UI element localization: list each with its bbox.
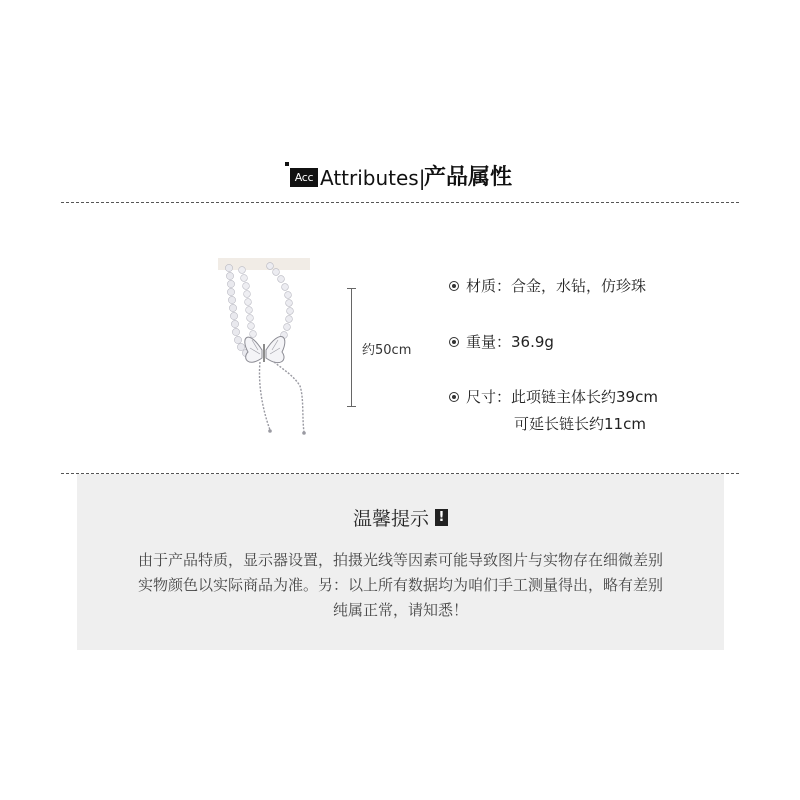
spec-size-value-2: 可延长链长约11cm <box>514 415 646 433</box>
notice-panel <box>77 474 724 650</box>
necklace-product-image <box>218 258 310 436</box>
spec-material-label: 材质： <box>466 277 512 295</box>
section-header <box>0 162 800 194</box>
size-scale-bar <box>350 288 354 407</box>
notice-line-3: 纯属正常，请知悉！ <box>332 601 468 619</box>
spec-material <box>449 275 646 297</box>
header-title-en: Attributes| <box>320 166 426 190</box>
notice-body <box>77 548 724 623</box>
header-title-cn: 产品属性 <box>424 165 513 190</box>
spec-size-label: 尺寸： <box>466 388 512 406</box>
target-bullet-icon <box>449 281 459 291</box>
notice-line-1: 由于产品特质，显示器设置，拍摄光线等因素可能导致图片与实物存在细微差别 <box>137 551 663 569</box>
target-bullet-icon <box>449 392 459 402</box>
header-acc-tag: Acc <box>290 168 318 187</box>
notice-title-text: 温馨提示 <box>352 508 429 530</box>
spec-material-value: 合金，水钻，仿珍珠 <box>511 277 647 295</box>
size-scale-label: 约50cm <box>362 343 412 358</box>
spec-weight <box>449 331 554 353</box>
exclamation-icon: ! <box>435 509 448 526</box>
spec-size-value: 此项链主体长约39cm <box>511 388 658 406</box>
spec-weight-label: 重量： <box>466 333 512 351</box>
notice-title <box>77 504 724 531</box>
notice-line-2: 实物颜色以实际商品为准。另：以上所有数据均为咱们手工测量得出，略有差别 <box>137 576 663 594</box>
divider-top <box>61 202 739 203</box>
spec-size <box>449 386 658 408</box>
spec-weight-value: 36.9g <box>511 333 554 351</box>
header-dot-decoration <box>285 162 289 166</box>
target-bullet-icon <box>449 337 459 347</box>
